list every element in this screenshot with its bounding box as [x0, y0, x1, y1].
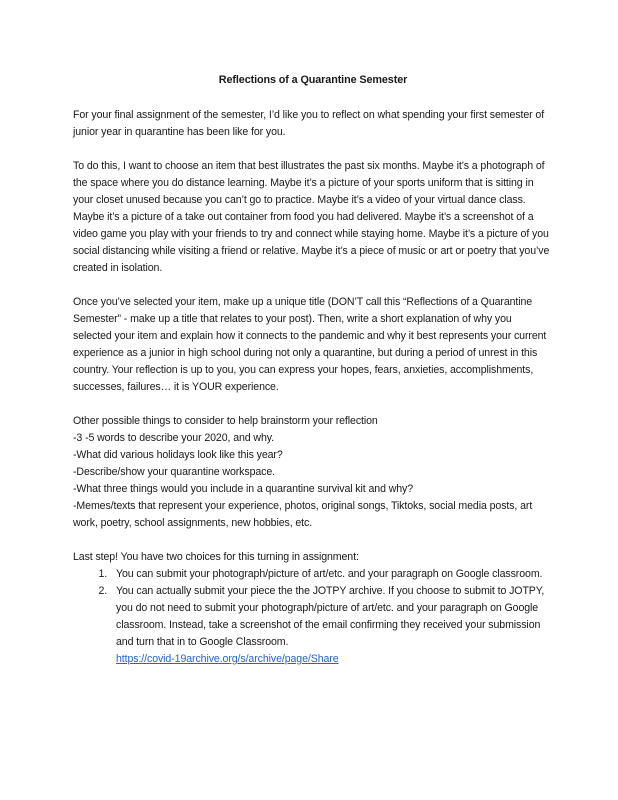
submission-choice-2: [110, 583, 553, 668]
archive-share-link[interactable]: https://covid-19archive.org/s/archive/page/Share: [116, 653, 339, 665]
title-instructions-paragraph: Once you’ve selected your item, make up a unique title (DON’T call this “Reflections of a Quarantine Semester” - make up a title that relates to your post). Then, write a short explanation of why you selected your item and explain how it connects to the pandemic and why it best represents your current experience as a junior in high school during not only a quarantine, but during a period of unrest in this country. Your reflection is up to you, you can express your hopes, fears, anxieties, accomplishments, successes, failures… it is YOUR experience.: [73, 296, 547, 393]
document-title: Reflections of a Quarantine Semester: [218, 74, 408, 86]
brainstorm-item: -Describe/show your quarantine workspace.: [73, 466, 275, 478]
choice-text: You can actually submit your piece the the JOTPY archive. If you choose to submit to JOTPY, you do not need to submit your photograph/picture of art/etc. and your paragraph on Google classroom. Instead, take a screenshot of the email confirming they received your submission and turn that in to Google Classroom.: [116, 585, 545, 648]
submission-choice-1: [110, 566, 553, 583]
brainstorm-section: [73, 413, 553, 532]
last-step-heading: Last step! You have two choices for this turning in assignment:: [73, 551, 359, 563]
brainstorm-item: -3 -5 words to describe your 2020, and why.: [73, 432, 275, 444]
brainstorm-item: -What three things would you include in a quarantine survival kit and why?: [73, 483, 414, 495]
choice-text: You can submit your photograph/picture of art/etc. and your paragraph on Google classroom.: [116, 568, 543, 580]
brainstorm-item: -What did various holidays look like this year?: [73, 449, 283, 461]
last-step-section: [73, 549, 553, 668]
brainstorm-item: -Memes/texts that represent your experience, photos, original songs, Tiktoks, social media posts, art work, poetry, school assignments, new hobbies, etc.: [73, 500, 533, 529]
intro-paragraph: For your final assignment of the semester, I’d like you to reflect on what spending your first semester of junior year in quarantine has been like for you.: [73, 109, 545, 138]
item-paragraph: To do this, I want to choose an item that best illustrates the past six months. Maybe it’s a photograph of the space where you do distance learning. Maybe it’s a picture of your sports uniform that is sitting in your closet unused because you can’t go to practice. Maybe it’s a video of your virtual dance class. Maybe it’s a picture of a take out container from food you had delivered. Maybe it’s a screenshot of a video game you play with your friends to try and connect while staying home. Maybe it’s a picture of you social distancing while visiting a friend or relative. Maybe it’s a piece of music or art or poetry that you’ve created in isolation.: [73, 160, 550, 274]
brainstorm-heading: Other possible things to consider to help brainstorm your reflection: [73, 415, 378, 427]
document-page: [73, 72, 553, 668]
submission-choices-list: [73, 566, 553, 668]
